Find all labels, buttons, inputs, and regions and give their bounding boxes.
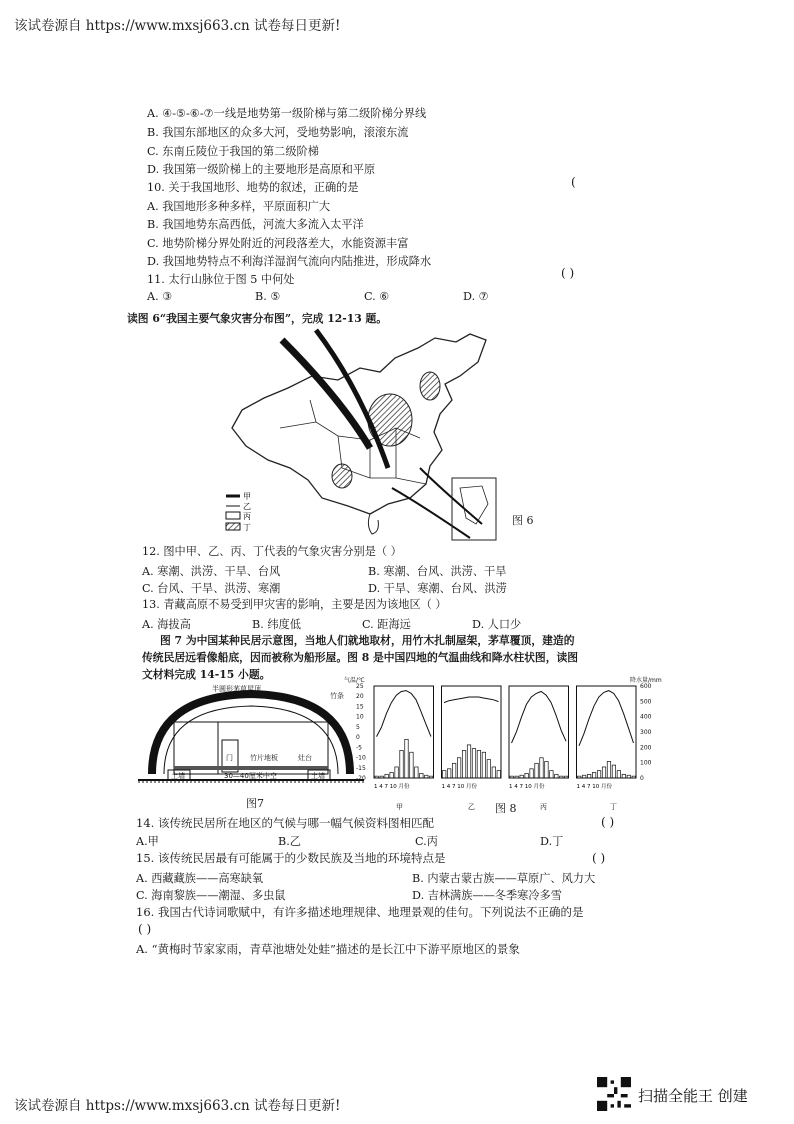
q14-option-c: C.丙: [415, 835, 438, 848]
precip-bar: [405, 739, 408, 778]
precip-tick-label: 400: [640, 713, 652, 721]
temp-curve: [377, 691, 432, 737]
fig6-label: 图 6: [512, 514, 534, 527]
q13-option-a: A. 海拔高: [142, 618, 191, 631]
fig6-legend: [226, 492, 251, 532]
precip-bar: [515, 776, 518, 778]
precip-bar: [487, 760, 490, 778]
climate-panel: [577, 686, 637, 790]
label-door: 门: [226, 754, 233, 762]
temp-tick-label: 5: [356, 723, 360, 731]
label-bamboo: 竹条: [330, 692, 344, 700]
precip-axis-title: 降水量/mm: [630, 677, 662, 684]
precip-tick-label: 0: [640, 775, 644, 782]
precip-bar: [550, 771, 553, 778]
legend-bing: 丙: [243, 512, 251, 521]
climate-panel: [509, 686, 569, 790]
page-header-source: 该试卷源自 https://www.mxsj663.cn 试卷每日更新!: [14, 18, 341, 34]
climate-panel: [374, 686, 434, 790]
precip-bar: [540, 758, 543, 778]
q15-stem: 15. 该传统民居最有可能属于的少数民族及当地的环境特点是: [136, 851, 446, 865]
q16-answer-paren: ( ): [138, 922, 152, 936]
q14-option-d: D.丁: [540, 835, 564, 848]
q11-option-b: B. ⑤: [255, 290, 281, 303]
q15-option-c: C. 海南黎族——潮湿、多虫鼠: [136, 889, 286, 902]
temp-tick-label: 0: [356, 734, 360, 742]
q15-options-row2: [136, 887, 636, 903]
precip-bar: [447, 769, 450, 778]
fig7-intro-line3: 文材料完成 14-15 小题。: [142, 668, 271, 681]
precip-bar: [477, 750, 480, 778]
precip-bar: [545, 761, 548, 778]
climate-panel: [442, 686, 502, 790]
typhoon-arrow-2: [392, 488, 470, 538]
q9-option-a: A. ④-⑤-⑥-⑦一线是地势第一级阶梯与第二级阶梯分界线: [147, 107, 427, 120]
q13-stem: 13. 青藏高原不易受到甲灾害的影响，主要是因为该地区（ ）: [142, 598, 447, 611]
precip-bar: [482, 752, 485, 778]
panel-frame: [577, 686, 637, 778]
precip-bar: [555, 774, 558, 778]
month-tick-label: 1 4 7 10 月份: [441, 784, 477, 790]
typhoon-arrow: [420, 468, 482, 524]
temp-axis-title: 气温/℃: [344, 677, 365, 684]
panel-ding-label: 丁: [610, 803, 617, 811]
floor-board: [174, 766, 328, 770]
q13-option-d: D. 人口少: [472, 618, 522, 631]
q15-option-a: A. 西藏藏族——高寒缺氧: [136, 872, 264, 885]
precip-bar: [390, 772, 393, 778]
precip-tick-label: 100: [640, 759, 652, 767]
q13-option-b: B. 纬度低: [252, 618, 301, 631]
precip-tick-label: 500: [640, 698, 652, 706]
label-hollow: 30—40厘米中空: [224, 772, 277, 780]
precip-bar: [380, 776, 383, 778]
zone-southwest: [332, 464, 352, 488]
q12-option-a: A. 寒潮、洪涝、干旱、台风: [142, 565, 281, 578]
q11-options: [147, 290, 567, 306]
china-outline: [232, 334, 486, 514]
precip-bar: [410, 752, 413, 778]
fig8-climate-charts: [344, 674, 664, 812]
fig6-intro: 读图 6“我国主要气象灾害分布图”，完成 12-13 题。: [127, 312, 388, 325]
precip-bar: [462, 750, 465, 778]
panel-bing-label: 丙: [540, 803, 547, 811]
q9-option-d: D. 我国第一级阶梯上的主要地形是高原和平原: [147, 163, 376, 176]
precip-bar: [415, 767, 418, 778]
precip-bar: [385, 774, 388, 778]
precip-bar: [560, 776, 563, 778]
fig7-intro-line2: 传统民居远看像船底，因而被称为船形屋。图 8 是中国四地的气温曲线和降水柱状图，读图: [142, 651, 579, 664]
precip-bar: [578, 776, 581, 778]
precip-bar: [400, 750, 403, 778]
q15-options-row1: [136, 870, 636, 886]
label-stove: 灶台: [298, 754, 312, 762]
fig7-label: 图7: [246, 797, 264, 810]
q11-answer-paren: ( ): [561, 266, 575, 280]
temp-tick-label: 20: [356, 693, 364, 701]
precip-bar: [617, 771, 620, 778]
month-tick-label: 1 4 7 10 月份: [509, 784, 545, 790]
q11-option-a: A. ③: [147, 290, 173, 303]
q11-option-c: C. ⑥: [364, 290, 390, 303]
zone-northeast: [420, 372, 440, 400]
precip-bar: [597, 771, 600, 778]
q11-stem: 11. 太行山脉位于图 5 中何处: [147, 273, 295, 286]
precip-bar: [565, 776, 568, 778]
precip-tick-label: 300: [640, 729, 652, 736]
q14-options: [136, 833, 616, 849]
q15-option-b: B. 内蒙古蒙古族——草原广、风力大: [412, 872, 596, 885]
fig7-intro-line1: 图 7 为中国某种民居示意图，当地人们就地取材，用竹木扎制屋架，茅草覆顶，建造的: [160, 634, 575, 647]
label-floor: 竹片地板: [250, 754, 278, 762]
precip-tick-label: 600: [640, 683, 652, 690]
precip-bar: [612, 765, 615, 778]
precip-bar: [535, 763, 538, 778]
precip-bar: [492, 767, 495, 778]
temp-tick-label: 15: [356, 703, 364, 711]
precip-bar: [467, 745, 470, 778]
q13-option-c: C. 距海远: [362, 618, 411, 631]
q14-answer-paren: ( ): [601, 815, 615, 829]
precip-bar: [457, 758, 460, 778]
temp-tick-label: -5: [356, 744, 362, 752]
panel-frame: [374, 686, 434, 778]
page-footer-source: 该试卷源自 https://www.mxsj663.cn 试卷每日更新!: [14, 1098, 341, 1114]
precip-bar: [587, 774, 590, 778]
precip-bar: [375, 776, 378, 778]
precip-bar: [430, 776, 433, 778]
precip-bar: [622, 774, 625, 778]
precip-bar: [530, 769, 533, 778]
temp-tick-label: 25: [356, 683, 364, 690]
panel-frame: [509, 686, 569, 778]
month-tick-label: 1 4 7 10 月份: [576, 784, 612, 790]
precip-bar: [472, 749, 475, 778]
panel-yi-label: 乙: [468, 803, 475, 811]
q10-option-d: D. 我国地势特点不利海洋湿润气流向内陆推进，形成降水: [147, 255, 432, 268]
temp-curve: [444, 697, 499, 703]
q16-stem: 16. 我国古代诗词歌赋中，有许多描述地理规律、地理景观的佳句。下列说法不正确的是: [136, 905, 584, 919]
precip-bar: [420, 773, 423, 778]
q9-option-c: C. 东南丘陵位于我国的第二级阶梯: [147, 145, 319, 158]
temp-curve: [512, 692, 567, 744]
precip-bar: [602, 767, 605, 778]
temp-curve: [579, 691, 634, 746]
fig8-label: 图 8: [495, 802, 517, 815]
month-tick-label: 1 4 7 10 月份: [374, 784, 410, 790]
q12-option-d: D. 干旱、寒潮、台风、洪涝: [368, 582, 507, 595]
q12-stem: 12. 图中甲、乙、丙、丁代表的气象灾害分别是（ ）: [142, 545, 402, 558]
label-wall-right: 土墙: [311, 772, 325, 780]
precip-bar: [443, 771, 446, 778]
precip-bar: [452, 763, 455, 778]
q9-option-b: B. 我国东部地区的众多大河，受地势影响，滚滚东流: [147, 126, 409, 139]
q10-stem: 10. 关于我国地形、地势的叙述，正确的是: [147, 181, 359, 194]
precip-bar: [607, 761, 610, 778]
q11-option-d: D. ⑦: [463, 290, 489, 303]
q14-stem: 14. 该传统民居所在地区的气候与哪一幅气候资料图相匹配: [136, 816, 434, 830]
q10-answer-paren: (: [571, 175, 576, 189]
q12-option-b: B. 寒潮、台风、洪涝、干旱: [368, 565, 507, 578]
q10-option-a: A. 我国地形多种多样，平原面积广大: [147, 200, 331, 213]
q13-options: [142, 616, 582, 632]
q12-option-c: C. 台风、干旱、洪涝、寒潮: [142, 582, 281, 595]
q16-option-a: A. “黄梅时节家家雨，青草池塘处处蛙”描述的是长江中下游平原地区的景象: [136, 942, 520, 956]
temp-tick-label: -15: [356, 764, 366, 772]
panel-jia-label: 甲: [396, 803, 403, 811]
temp-tick-label: -20: [356, 775, 366, 782]
precip-bar: [497, 771, 500, 778]
legend-jia: 甲: [243, 492, 251, 501]
qr-code-icon: [597, 1077, 631, 1111]
q10-option-c: C. 地势阶梯分界处附近的河段落差大，水能资源丰富: [147, 237, 409, 250]
precip-bar: [632, 776, 635, 778]
q14-option-b: B.乙: [278, 835, 301, 848]
precip-bar: [592, 772, 595, 778]
legend-yi: 乙: [243, 502, 251, 511]
fig7-house-diagram: [138, 682, 364, 794]
q15-option-d: D. 吉林满族——冬季寒冷多雪: [412, 889, 562, 902]
scanner-brand: 扫描全能王 创建: [638, 1087, 748, 1105]
label-roof: 半圆形茅草屋顶: [212, 685, 261, 693]
q14-option-a: A.甲: [136, 835, 159, 848]
precip-tick-label: 200: [640, 744, 652, 752]
precip-bar: [525, 773, 528, 778]
label-wall-left: 土墙: [171, 772, 185, 780]
precip-bar: [510, 776, 513, 778]
q12-options-row1: [142, 563, 582, 579]
fig6-disaster-map: [220, 328, 540, 546]
q12-options-row2: [142, 580, 582, 596]
legend-ding: 丁: [243, 523, 251, 532]
temp-tick-label: -10: [356, 754, 366, 762]
q15-answer-paren: ( ): [592, 851, 606, 865]
q10-option-b: B. 我国地势东高西低，河流大多流入太平洋: [147, 218, 364, 231]
precip-bar: [395, 767, 398, 778]
temp-tick-label: 10: [356, 713, 364, 721]
